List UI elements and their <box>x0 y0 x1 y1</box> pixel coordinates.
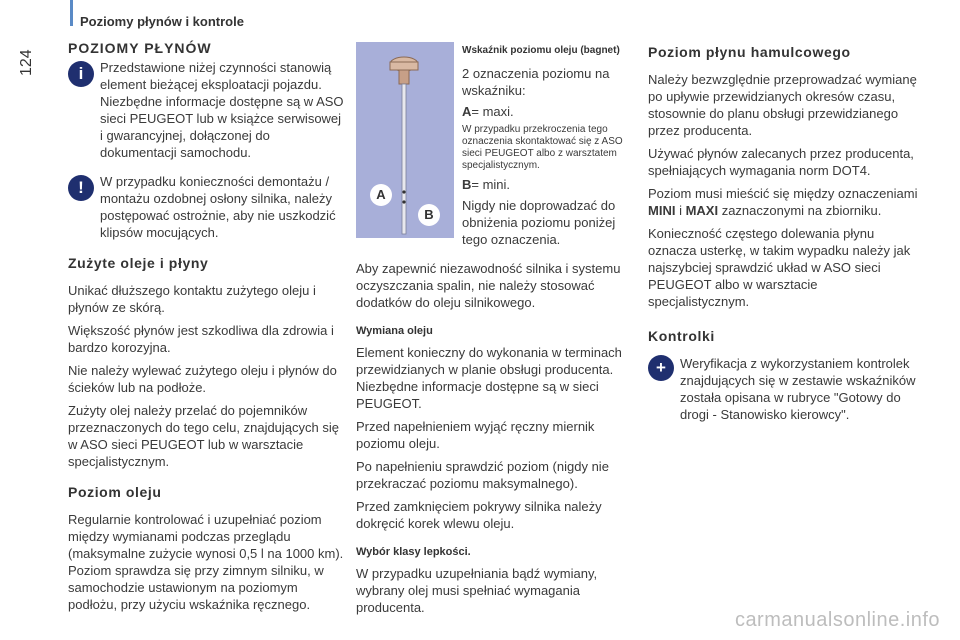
brake-mini-label: MINI <box>648 203 676 218</box>
viscosity-paragraph: W przypadku uzupełniania bądź wymiany, wybrany olej musi spełniać wymagania producenta. <box>356 566 598 615</box>
mark-b-line <box>462 176 631 193</box>
dipstick-icon <box>356 42 454 238</box>
controls-note-text: Weryfikacja z wykorzystaniem kontrolek znajdujących się w zestawie wskaźników została opisana w rubryce "Gotowy do drogi - Stanowisko kierowcy". <box>680 356 916 422</box>
oil-level-title: Poziom oleju <box>68 484 162 500</box>
marks-intro: 2 oznaczenia poziomu na wskaźniku: <box>462 66 610 98</box>
oil-change-paragraph: Element konieczny do wykonania w terminach przewidzianych w planie obsługi producenta. Niezbędne informacje dostępne są w sieci PEUGEOT. <box>356 345 622 411</box>
column-middle <box>356 42 631 622</box>
used-oils-paragraph: Unikać dłuższego kontaktu zużytego oleju i płynów ze skórą. <box>68 283 316 315</box>
additives-paragraph: Aby zapewnić niezawodność silnika i systemu oczyszczania spalin, nie należy stosować dodatków do oleju silnikowego. <box>356 261 621 310</box>
brake-refill-paragraph: Konieczność częstego dolewania płynu oznacza usterkę, w takim wypadku należy jak najszybciej sprawdzić układ w ASO sieci PEUGEOT albo w warsztacie specjalistycznym. <box>648 226 911 309</box>
mark-b-text: = mini. <box>471 177 511 192</box>
section-title: POZIOMY PŁYNÓW <box>68 40 212 56</box>
controls-note <box>648 355 918 423</box>
used-oils-paragraph: Nie należy wylewać zużytego oleju i płynów do ścieków lub na podłoże. <box>68 363 337 395</box>
brake-and-text: i <box>675 203 686 218</box>
brake-level-text: Poziom musi mieścić się między oznaczeniami <box>648 186 918 201</box>
watermark: carmanualsonline.info <box>734 609 940 631</box>
label-a: A <box>370 184 392 206</box>
mark-b-key: B <box>462 177 472 192</box>
brake-paragraph: Należy bezwzględnie przeprowadzać wymianę po upływie przewidzianych okresów czasu, stosownie do planu obsługi przewidzianego przez producenta. <box>648 72 917 138</box>
page-header: Poziomy płynów i kontrole <box>80 14 244 29</box>
warning-note-text: W przypadku konieczności demontażu / montażu ozdobnej osłony silnika, należy postępować ostrożnie, aby nie uszkodzić klipsów mocujących. <box>100 174 336 240</box>
warning-icon: ! <box>68 175 94 201</box>
oil-change-paragraph: Przed napełnieniem wyjąć ręczny miernik poziomu oleju. <box>356 419 595 451</box>
used-oils-title: Zużyte oleje i płyny <box>68 255 209 271</box>
column-left <box>68 40 344 619</box>
brake-fluid-title: Poziom płynu hamulcowego <box>648 44 851 60</box>
mark-a-key: A <box>462 104 472 119</box>
used-oils-paragraph: Większość płynów jest szkodliwa dla zdrowia i bardzo korozyjna. <box>68 323 334 355</box>
mark-a-note: W przypadku przekroczenia tego oznaczenia skontaktować się z ASO sieci PEUGEOT albo z warsztatem specjalistycznym. <box>462 124 623 171</box>
dipstick-illustration <box>356 42 454 238</box>
mark-b-note: Nigdy nie doprowadzać do obniżenia poziomu poniżej tego oznaczenia. <box>462 198 616 247</box>
dipstick-title: Wskaźnik poziomu oleju (bagnet) <box>462 45 620 56</box>
oil-change-title: Wymiana oleju <box>356 325 433 337</box>
label-b: B <box>418 204 440 226</box>
dipstick-description <box>462 42 631 248</box>
plus-icon: + <box>648 355 674 381</box>
used-oils-paragraph: Zużyty olej należy przelać do pojemników przeznaczonych do tego celu, znajdujących się w ASO sieci PEUGEOT lub w warsztacie specjalistycznym. <box>68 403 339 469</box>
warning-note <box>68 173 344 241</box>
column-right <box>648 40 918 429</box>
oil-level-paragraph: Regularnie kontrolować i uzupełniać poziom między wymianami podczas przeglądu (maksymalne zużycie wynosi 0,5 l na 1000 km). Poziom sprawdza się przy zimnym silniku, w samochodzie ustawionym na poziomym podłożu, przy użyciu wskaźnika ręcznego. <box>68 512 344 612</box>
info-note <box>68 59 344 161</box>
info-icon: i <box>68 61 94 87</box>
controls-title: Kontrolki <box>648 328 715 344</box>
mark-a-text: = maxi. <box>471 104 514 119</box>
mark-a-line <box>462 103 631 120</box>
oil-change-paragraph: Po napełnieniu sprawdzić poziom (nigdy nie przekraczać poziomu maksymalnego). <box>356 459 609 491</box>
brake-level-text-end: zaznaczonymi na zbiorniku. <box>718 203 882 218</box>
viscosity-title: Wybór klasy lepkości. <box>356 546 471 558</box>
info-note-text: Przedstawione niżej czynności stanowią element bieżącej eksploatacji pojazdu. Niezbędne informacje dostępne są w ASO sieci PEUGEOT lub w książce serwisowej i gwarancyjnej, dołączonej do dokumentacji samochodu. <box>100 60 344 160</box>
brake-maxi-label: MAXI <box>685 203 719 218</box>
brake-paragraph: Używać płynów zalecanych przez producenta, spełniających wymagania norm DOT4. <box>648 146 914 178</box>
oil-change-paragraph: Przed zamknięciem pokrywy silnika należy dokręcić korek wlewu oleju. <box>356 499 602 531</box>
header-accent-bar <box>70 0 73 26</box>
brake-level-paragraph <box>648 185 918 219</box>
page-number: 124 <box>18 49 35 76</box>
